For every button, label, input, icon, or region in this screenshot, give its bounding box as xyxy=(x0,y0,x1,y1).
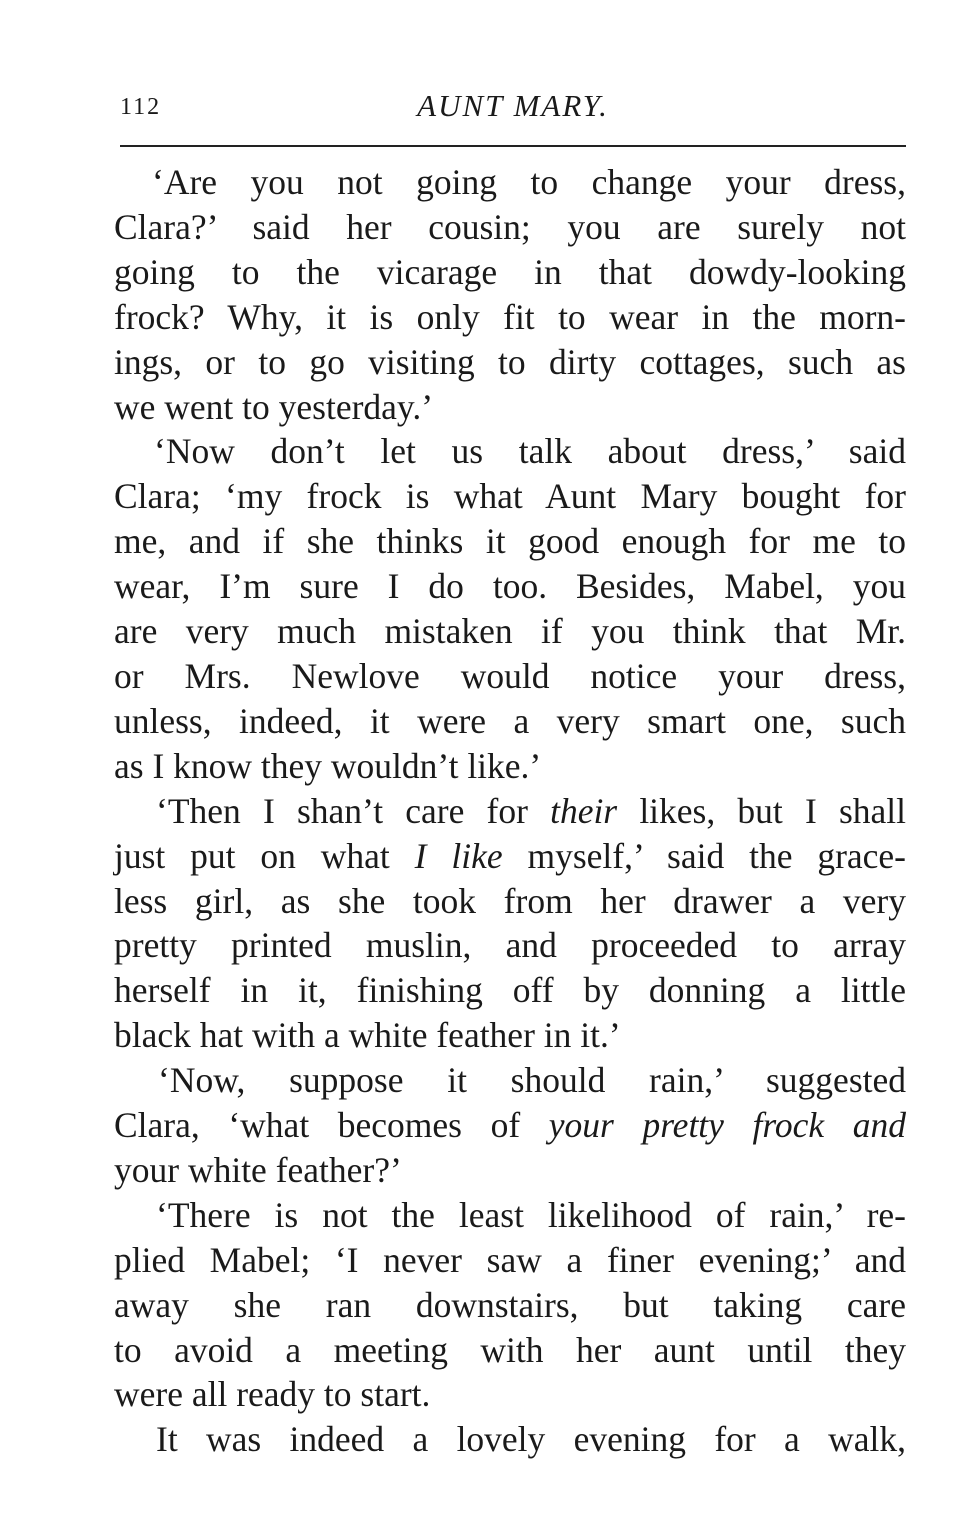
text-run: myself,’ said the grace- xyxy=(502,835,906,876)
text-run: Clara, ‘what becomes of xyxy=(114,1105,549,1146)
paragraph xyxy=(114,1058,906,1193)
text-line: ‘Now don’t let us talk about dress,’ said xyxy=(154,431,906,472)
text-line: are very much mistaken if you think that Mr. xyxy=(114,611,906,652)
italic-emphasis: your pretty frock and xyxy=(548,1105,906,1146)
text-line: herself in it, finishing off by donning a little xyxy=(114,970,906,1011)
page-number: 112 xyxy=(120,94,162,120)
text-run: likes, but I shall xyxy=(617,790,907,831)
paragraph xyxy=(114,160,906,429)
running-head xyxy=(118,88,908,128)
text-line: Clara?’ said her cousin; you are surely not xyxy=(114,206,906,247)
text-line: pretty printed muslin, and proceeded to array xyxy=(114,925,906,966)
text-line: black hat with a white feather in it.’ xyxy=(114,1015,621,1056)
italic-emphasis: their xyxy=(550,790,618,831)
text-line: away she ran downstairs, but taking care xyxy=(114,1284,906,1325)
text-line: me, and if she thinks it good enough for me to xyxy=(114,521,906,562)
paragraph xyxy=(114,789,906,1058)
text-line xyxy=(114,789,906,834)
text-run: ‘Then I shan’t care for xyxy=(156,790,551,831)
text-run: just put on what xyxy=(114,835,415,876)
paragraph xyxy=(114,1193,906,1418)
body-text xyxy=(114,160,906,1462)
text-line: or Mrs. Newlove would notice your dress, xyxy=(114,655,906,696)
text-line: less girl, as she took from her drawer a very xyxy=(114,880,906,921)
text-line: wear, I’m sure I do too. Besides, Mabel, you xyxy=(114,566,906,607)
text-line: to avoid a meeting with her aunt until they xyxy=(114,1329,906,1370)
text-line: your white feather?’ xyxy=(114,1149,402,1190)
paragraph xyxy=(114,1417,906,1462)
text-line: It was indeed a lovely evening for a walk, xyxy=(156,1419,906,1460)
italic-emphasis: I like xyxy=(414,835,503,876)
text-line: going to the vicarage in that dowdy-looking xyxy=(114,251,906,292)
text-line: ‘Are you not going to change your dress, xyxy=(152,162,906,202)
paragraph xyxy=(114,429,906,788)
text-line xyxy=(114,834,906,879)
text-line: ‘Now, suppose it should rain,’ suggested xyxy=(158,1060,906,1101)
header-rule xyxy=(120,145,906,147)
text-line: we went to yesterday.’ xyxy=(114,386,434,427)
running-title: AUNT MARY. xyxy=(417,88,609,123)
text-line: as I know they wouldn’t like.’ xyxy=(114,745,542,786)
text-line: were all ready to start. xyxy=(114,1374,431,1415)
text-line: ‘There is not the least likelihood of rain,’ re- xyxy=(156,1194,906,1235)
text-line xyxy=(114,1103,906,1148)
text-line: unless, indeed, it were a very smart one, such xyxy=(114,700,906,741)
text-line: ings, or to go visiting to dirty cottages, such as xyxy=(114,341,906,382)
text-line: frock? Why, it is only fit to wear in the morn- xyxy=(114,296,906,337)
text-line: Clara; ‘my frock is what Aunt Mary bought for xyxy=(114,476,906,517)
text-line: plied Mabel; ‘I never saw a finer evening;’ and xyxy=(114,1239,906,1280)
